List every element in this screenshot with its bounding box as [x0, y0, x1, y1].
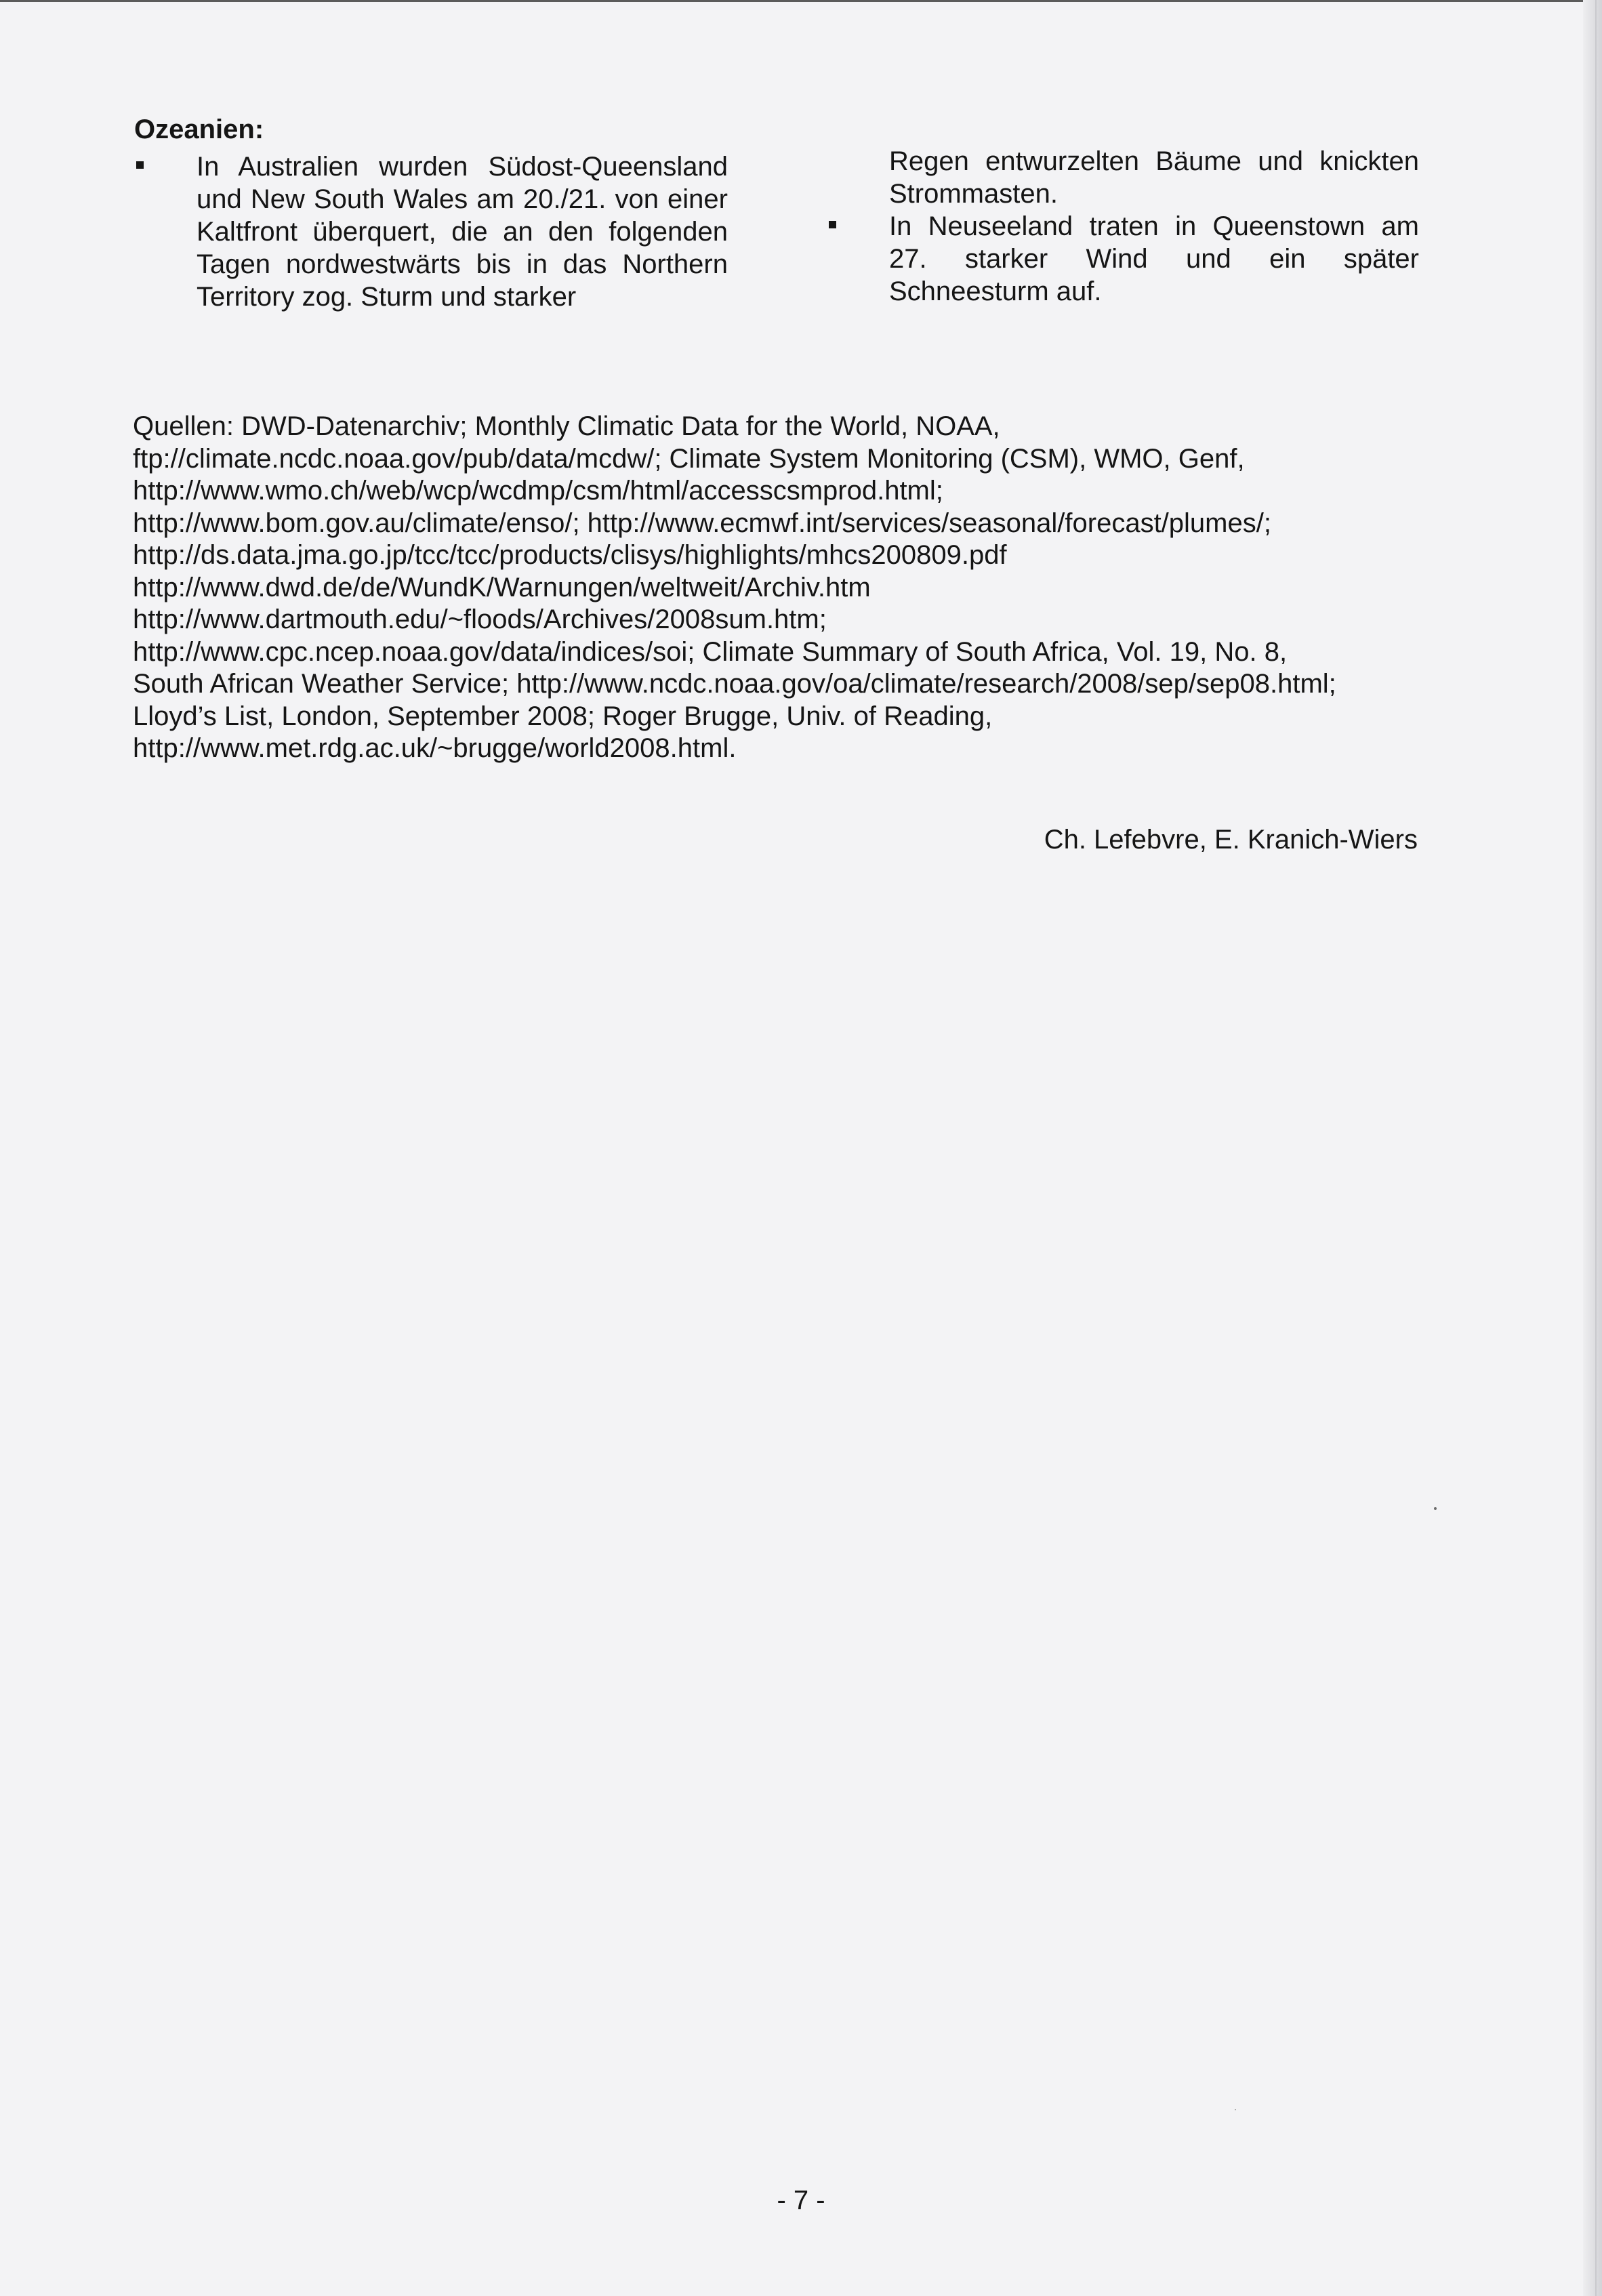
sources-line: http://www.bom.gov.au/climate/enso/; http://www.ecmwf.int/services/seasonal/forecast/plumes/;	[133, 508, 1271, 538]
square-bullet-icon	[136, 161, 144, 169]
bullet-text-new-zealand: In Neuseeland traten in Queenstown am 27. starker Wind und ein später Schneesturm auf.	[889, 211, 1419, 306]
continued-paragraph: Regen entwurzelten Bäume und knickten Strommasten.	[889, 146, 1419, 209]
scan-right-edge-line	[1595, 0, 1597, 2296]
scan-top-edge	[0, 0, 1602, 2]
sources-line: ftp://climate.ncdc.noaa.gov/pub/data/mcdw/; Climate System Monitoring (CSM), WMO, Genf,	[133, 443, 1245, 474]
square-bullet-icon	[829, 221, 836, 228]
sources-line: Lloyd’s List, London, September 2008; Roger Brugge, Univ. of Reading,	[133, 701, 993, 731]
bullet-item-australia	[134, 150, 728, 313]
sources-line: http://www.wmo.ch/web/wcp/wcdmp/csm/html/accesscsmprod.html;	[133, 476, 943, 506]
left-column	[134, 150, 728, 313]
section-heading: Ozeanien:	[134, 115, 264, 144]
sources-line: South African Weather Service; http://www.ncdc.noaa.gov/oa/climate/research/2008/sep/sep08.html;	[133, 669, 1336, 699]
scan-right-shadow	[1583, 0, 1602, 2296]
page-number: - 7 -	[777, 2186, 825, 2215]
bullet-item-new-zealand	[823, 210, 1419, 308]
sources-line: http://www.dwd.de/de/WundK/Warnungen/weltweit/Archiv.htm	[133, 572, 871, 602]
scan-speck	[1235, 2109, 1236, 2110]
bullet-text-australia: In Australien wurden Südost-Queensland und New South Wales am 20./21. von einer Kaltfront überquert, die an den folgenden Tagen nordwestwärts bis in das Northern Territory zog. Sturm und starker	[197, 152, 728, 312]
sources-line: http://www.cpc.ncep.noaa.gov/data/indices/soi; Climate Summary of South Africa, Vol. 19, No. 8,	[133, 636, 1288, 667]
sources-block	[133, 411, 1475, 765]
sources-line: http://www.dartmouth.edu/~floods/Archives/2008sum.htm;	[133, 604, 827, 634]
scan-speck	[1434, 1507, 1437, 1510]
authors-signature: Ch. Lefebvre, E. Kranich-Wiers	[1044, 825, 1418, 855]
sources-line: http://ds.data.jma.go.jp/tcc/tcc/products/clisys/highlights/mhcs200809.pdf	[133, 540, 1007, 570]
sources-line: Quellen: DWD-Datenarchiv; Monthly Climatic Data for the World, NOAA,	[133, 411, 1000, 441]
right-column	[823, 145, 1419, 308]
sources-line: http://www.met.rdg.ac.uk/~brugge/world2008.html.	[133, 733, 737, 763]
